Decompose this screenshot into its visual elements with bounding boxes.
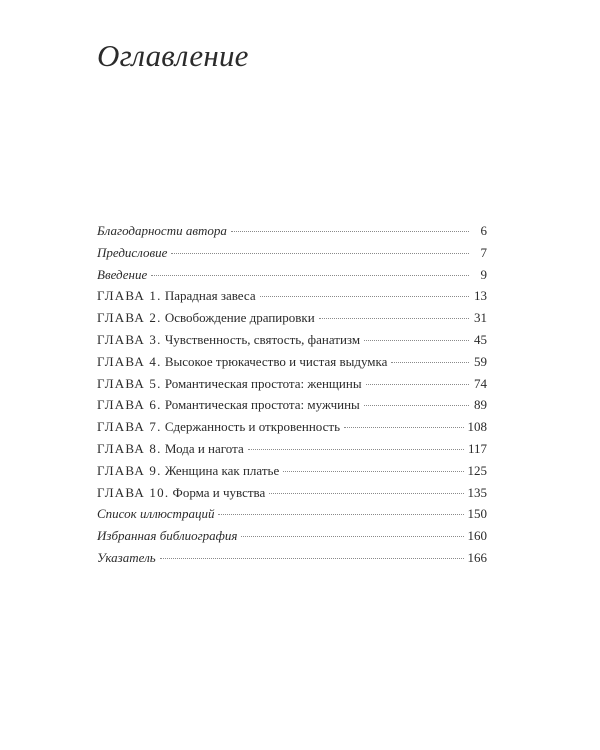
toc-entry[interactable] <box>97 525 487 547</box>
chapter-title: Введение <box>97 266 148 282</box>
chapter-title: Указатель <box>97 549 156 565</box>
toc-entry[interactable] <box>97 416 487 438</box>
toc-page-number: 135 <box>467 484 487 500</box>
toc-page-number: 7 <box>480 244 487 260</box>
dot-leader <box>260 296 469 297</box>
chapter-number: ГЛАВА 3. <box>97 331 162 347</box>
toc-entry-title <box>97 264 147 286</box>
dot-leader <box>248 449 464 450</box>
chapter-number: ГЛАВА 6. <box>97 397 162 413</box>
chapter-number: ГЛАВА 2. <box>97 310 162 326</box>
dot-leader <box>171 253 469 254</box>
toc-page-number: 45 <box>474 331 487 347</box>
toc-entry-title <box>97 547 156 569</box>
dot-leader <box>319 318 469 319</box>
toc-page-number: 9 <box>480 266 487 282</box>
toc-entry[interactable] <box>97 482 487 504</box>
chapter-title: Список иллюстраций <box>97 506 215 522</box>
toc-entry[interactable] <box>97 242 487 264</box>
dot-leader <box>269 493 463 494</box>
dot-leader <box>391 362 469 363</box>
toc-page-number: 166 <box>467 549 487 565</box>
chapter-title: Мода и нагота <box>164 440 244 456</box>
toc-entry-title <box>97 438 244 460</box>
toc-entry-title <box>97 482 265 504</box>
toc-entry[interactable] <box>97 307 487 329</box>
toc-entry[interactable] <box>97 264 487 286</box>
toc-entry-title <box>97 285 256 307</box>
chapter-number: ГЛАВА 5. <box>97 375 162 391</box>
dot-leader <box>283 471 463 472</box>
toc-entry-title <box>97 351 387 373</box>
chapter-title: Высокое трюкачество и чистая выдумка <box>164 353 388 369</box>
toc-page-number: 13 <box>474 288 487 304</box>
toc-page-number: 125 <box>467 462 487 478</box>
toc-entry[interactable] <box>97 285 487 307</box>
toc-entry-title <box>97 242 167 264</box>
toc-entry-title <box>97 220 227 242</box>
chapter-number: ГЛАВА 8. <box>97 440 162 456</box>
toc-entry-title <box>97 394 360 416</box>
toc-entry[interactable] <box>97 329 487 351</box>
chapter-number: ГЛАВА 1. <box>97 288 162 304</box>
toc-entry[interactable] <box>97 394 487 416</box>
toc-entry[interactable] <box>97 503 487 525</box>
toc-page-number: 6 <box>480 223 487 238</box>
toc-page-number: 59 <box>474 353 487 369</box>
dot-leader <box>364 340 469 341</box>
dot-leader <box>241 536 463 537</box>
dot-leader <box>218 514 463 515</box>
toc-page-number: 108 <box>467 419 487 435</box>
toc-entry-title <box>97 307 315 329</box>
chapter-number: ГЛАВА 9. <box>97 462 162 478</box>
chapter-number: ГЛАВА 10. <box>97 484 170 500</box>
page-title: Оглавление <box>97 38 249 73</box>
chapter-title: Сдержанность и откровенность <box>164 419 341 435</box>
dot-leader <box>364 405 469 406</box>
toc-entry-title <box>97 329 360 351</box>
chapter-title: Романтическая простота: мужчины <box>164 397 360 413</box>
chapter-title: Предисловие <box>97 244 168 260</box>
chapter-number: ГЛАВА 7. <box>97 419 162 435</box>
dot-leader <box>151 275 469 276</box>
toc-entry[interactable] <box>97 438 487 460</box>
toc-entry-title <box>97 460 279 482</box>
chapter-title: Форма и чувства <box>172 484 266 500</box>
toc-entry-title <box>97 416 340 438</box>
toc-page-number: 74 <box>474 375 487 391</box>
chapter-title: Романтическая простота: женщины <box>164 375 362 391</box>
toc-entry[interactable] <box>97 220 487 242</box>
dot-leader <box>160 558 464 559</box>
chapter-title: Чувственность, святость, фанатизм <box>164 331 361 347</box>
toc-entry[interactable] <box>97 373 487 395</box>
toc-page-number: 150 <box>467 506 487 522</box>
dot-leader <box>231 231 469 232</box>
chapter-number: ГЛАВА 4. <box>97 353 162 369</box>
table-of-contents <box>97 220 487 569</box>
chapter-title: Благодарности автора <box>97 223 227 238</box>
toc-page-number: 160 <box>467 528 487 544</box>
chapter-title: Освобождение драпировки <box>164 310 315 326</box>
chapter-title: Парадная завеса <box>164 288 256 304</box>
toc-page-number: 89 <box>474 397 487 413</box>
chapter-title: Избранная библиография <box>97 528 238 544</box>
toc-page-number: 31 <box>474 310 487 326</box>
toc-entry[interactable] <box>97 547 487 569</box>
toc-entry[interactable] <box>97 351 487 373</box>
chapter-title: Женщина как платье <box>164 462 280 478</box>
dot-leader <box>344 427 463 428</box>
dot-leader <box>366 384 469 385</box>
toc-entry-title <box>97 525 237 547</box>
toc-entry-title <box>97 373 362 395</box>
toc-entry[interactable] <box>97 460 487 482</box>
toc-entry-title <box>97 503 214 525</box>
toc-page-number: 117 <box>467 440 487 456</box>
